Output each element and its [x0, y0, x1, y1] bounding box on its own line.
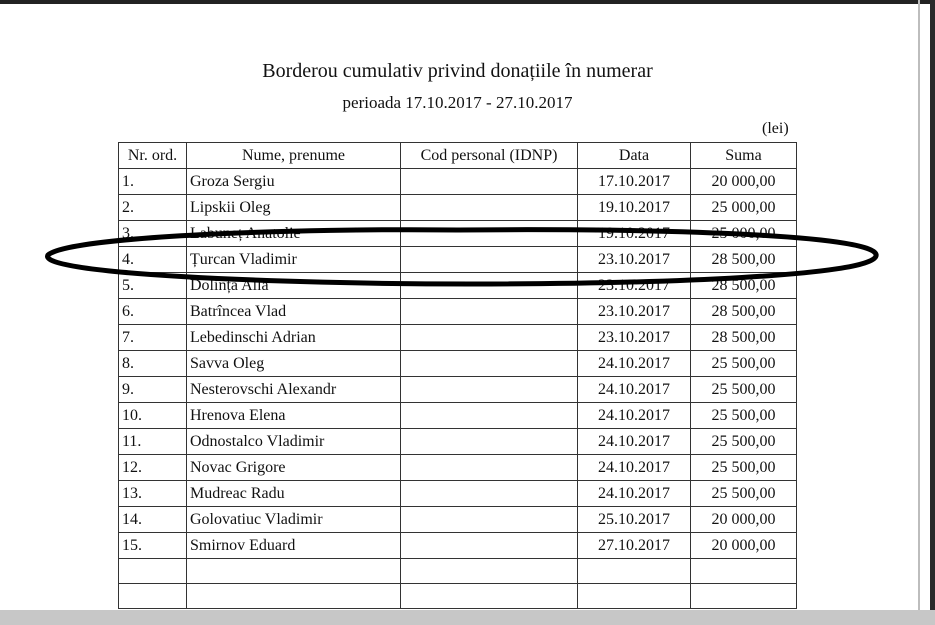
- row-nr: 6.: [119, 299, 187, 325]
- row-nr: 1.: [119, 169, 187, 195]
- row-sum: 25 500,00: [691, 455, 797, 481]
- table-row: [119, 403, 797, 429]
- row-nr: 8.: [119, 351, 187, 377]
- table-row: [119, 377, 797, 403]
- row-nr: 15.: [119, 533, 187, 559]
- empty-cell: [578, 584, 691, 609]
- empty-cell: [401, 584, 578, 609]
- row-name: Mudreac Radu: [187, 481, 401, 507]
- row-nr: 7.: [119, 325, 187, 351]
- row-nr: 11.: [119, 429, 187, 455]
- table-row: [119, 533, 797, 559]
- row-idnp: [401, 507, 578, 533]
- empty-cell: [691, 559, 797, 584]
- header-sum: Suma: [691, 143, 797, 169]
- row-date: 24.10.2017: [578, 455, 691, 481]
- row-idnp: [401, 533, 578, 559]
- row-name: Savva Oleg: [187, 351, 401, 377]
- row-date: 24.10.2017: [578, 377, 691, 403]
- row-sum: 20 000,00: [691, 169, 797, 195]
- table-header-row: [119, 143, 797, 169]
- row-name: Novac Grigore: [187, 455, 401, 481]
- row-sum: 20 000,00: [691, 533, 797, 559]
- window-right-border: [930, 0, 935, 610]
- row-nr: 14.: [119, 507, 187, 533]
- row-sum: 28 500,00: [691, 247, 797, 273]
- table-row: [119, 481, 797, 507]
- table-row: [119, 429, 797, 455]
- row-date: 19.10.2017: [578, 195, 691, 221]
- row-idnp: [401, 195, 578, 221]
- empty-table-row: [119, 559, 797, 584]
- row-nr: 10.: [119, 403, 187, 429]
- row-name: Lebedinschi Adrian: [187, 325, 401, 351]
- row-sum: 25 500,00: [691, 481, 797, 507]
- empty-cell: [401, 559, 578, 584]
- header-date: Data: [578, 143, 691, 169]
- empty-cell: [119, 584, 187, 609]
- row-sum: 25 500,00: [691, 377, 797, 403]
- row-sum: 28 500,00: [691, 325, 797, 351]
- row-date: 23.10.2017: [578, 299, 691, 325]
- row-name: Dolința Alla: [187, 273, 401, 299]
- row-nr: 4.: [119, 247, 187, 273]
- row-name: Nesterovschi Alexandr: [187, 377, 401, 403]
- row-date: 23.10.2017: [578, 247, 691, 273]
- donations-table: [118, 142, 797, 609]
- table-row: [119, 325, 797, 351]
- row-date: 24.10.2017: [578, 403, 691, 429]
- row-sum: 25 000,00: [691, 195, 797, 221]
- table-row: [119, 169, 797, 195]
- row-sum: 25 000,00: [691, 221, 797, 247]
- row-idnp: [401, 455, 578, 481]
- row-sum: 28 500,00: [691, 273, 797, 299]
- row-nr: 2.: [119, 195, 187, 221]
- table-row: [119, 195, 797, 221]
- table-row: [119, 351, 797, 377]
- row-name: Țurcan Vladimir: [187, 247, 401, 273]
- row-date: 27.10.2017: [578, 533, 691, 559]
- row-nr: 12.: [119, 455, 187, 481]
- document-period: perioada 17.10.2017 - 27.10.2017: [342, 93, 573, 112]
- row-date: 25.10.2017: [578, 507, 691, 533]
- document-title: Borderou cumulativ privind donațiile în numerar: [262, 60, 653, 82]
- row-date: 23.10.2017: [578, 325, 691, 351]
- row-idnp: [401, 481, 578, 507]
- row-sum: 25 500,00: [691, 403, 797, 429]
- empty-cell: [691, 584, 797, 609]
- header-nr: Nr. ord.: [119, 143, 187, 169]
- row-idnp: [401, 169, 578, 195]
- row-name: Hrenova Elena: [187, 403, 401, 429]
- bottom-scroll-bar[interactable]: [0, 610, 935, 625]
- row-idnp: [401, 299, 578, 325]
- highlight-ellipse: [40, 222, 890, 294]
- row-idnp: [401, 429, 578, 455]
- row-idnp: [401, 351, 578, 377]
- row-nr: 13.: [119, 481, 187, 507]
- header-idnp: Cod personal (IDNP): [401, 143, 578, 169]
- row-idnp: [401, 377, 578, 403]
- row-date: 24.10.2017: [578, 429, 691, 455]
- page-edge: [918, 0, 920, 610]
- table-row: [119, 455, 797, 481]
- empty-table-row: [119, 584, 797, 609]
- currency-unit: (lei): [762, 120, 789, 137]
- empty-cell: [187, 584, 401, 609]
- row-date: 17.10.2017: [578, 169, 691, 195]
- row-name: Labuneț Anatolie: [187, 221, 401, 247]
- row-name: Golovatiuc Vladimir: [187, 507, 401, 533]
- row-date: 24.10.2017: [578, 351, 691, 377]
- row-date: 19.10.2017: [578, 221, 691, 247]
- row-name: Smirnov Eduard: [187, 533, 401, 559]
- row-date: 23.10.2017: [578, 273, 691, 299]
- table-row: [119, 507, 797, 533]
- row-name: Odnostalco Vladimir: [187, 429, 401, 455]
- row-date: 24.10.2017: [578, 481, 691, 507]
- row-name: Lipskii Oleg: [187, 195, 401, 221]
- row-sum: 28 500,00: [691, 299, 797, 325]
- empty-cell: [187, 559, 401, 584]
- empty-cell: [119, 559, 187, 584]
- row-idnp: [401, 325, 578, 351]
- window-top-border: [0, 0, 935, 4]
- row-sum: 20 000,00: [691, 507, 797, 533]
- empty-cell: [578, 559, 691, 584]
- row-idnp: [401, 403, 578, 429]
- header-name: Nume, prenume: [187, 143, 401, 169]
- row-nr: 9.: [119, 377, 187, 403]
- row-sum: 25 500,00: [691, 351, 797, 377]
- table-row: [119, 299, 797, 325]
- row-nr: 3.: [119, 221, 187, 247]
- row-nr: 5.: [119, 273, 187, 299]
- row-name: Batrîncea Vlad: [187, 299, 401, 325]
- row-sum: 25 500,00: [691, 429, 797, 455]
- row-name: Groza Sergiu: [187, 169, 401, 195]
